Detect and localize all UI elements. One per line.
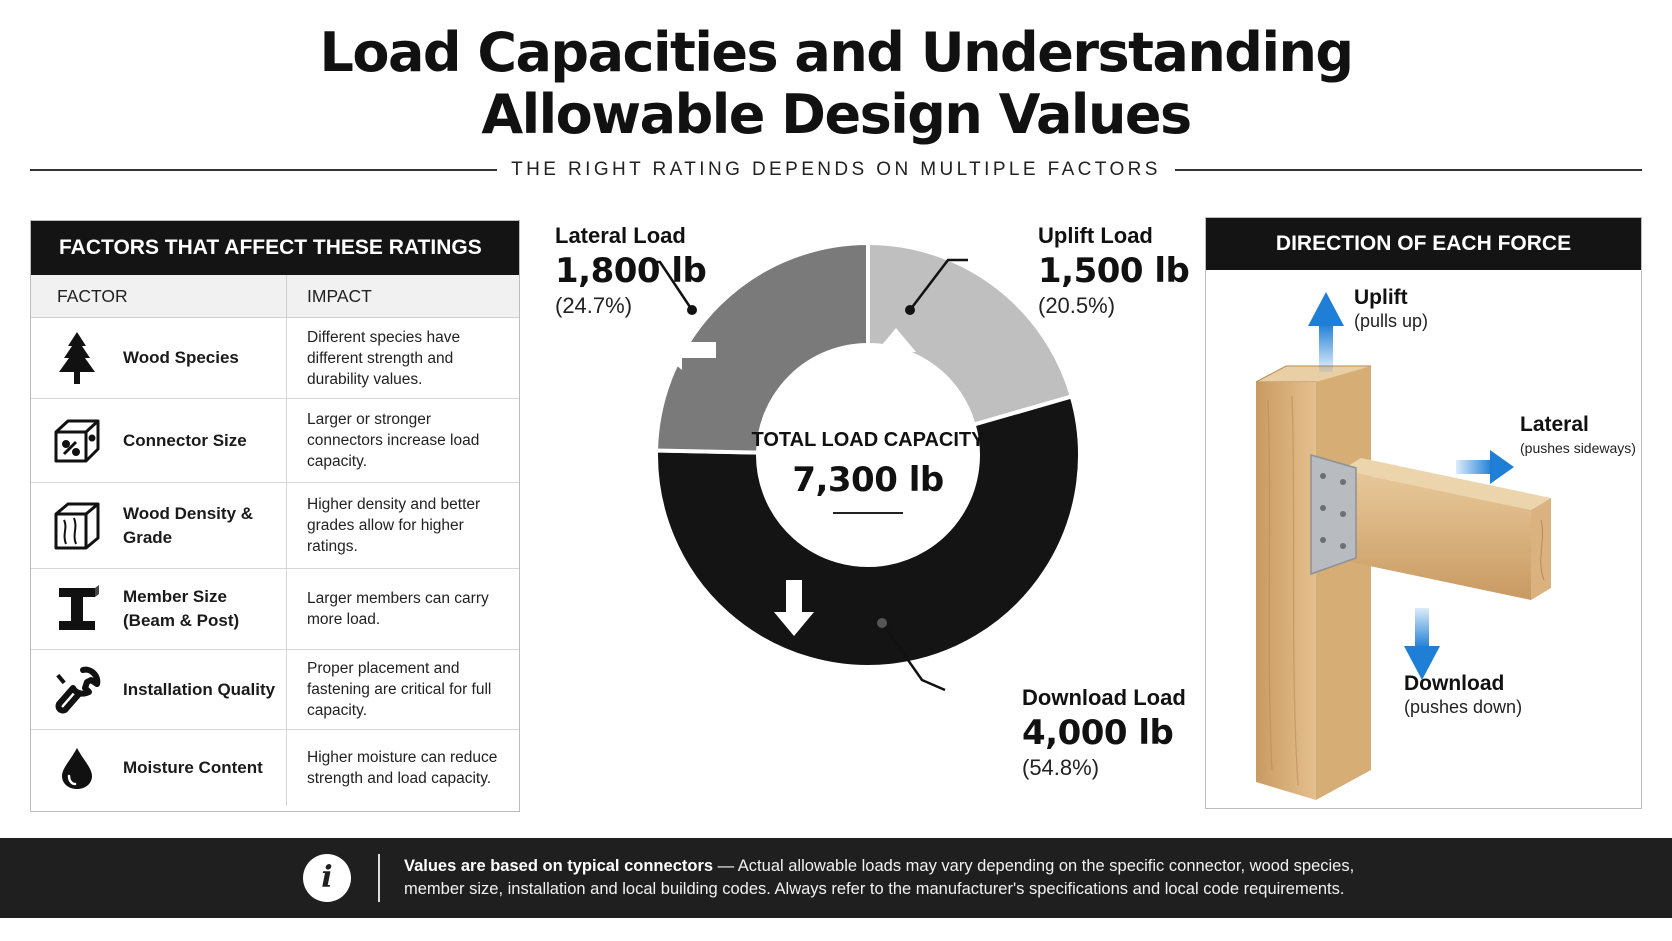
factor-name: Moisture Content	[123, 758, 263, 777]
label-download	[1022, 684, 1186, 782]
factor-impact: Higher density and better grades allow for higher ratings.	[307, 496, 481, 555]
uplift-arrow	[1308, 292, 1344, 372]
title-line-2: Allowable Design Values	[481, 83, 1191, 146]
info-icon: i	[303, 854, 351, 902]
lateral-load-name: Lateral Load	[555, 223, 686, 248]
uplift-label	[1354, 286, 1428, 332]
footer-divider	[378, 854, 380, 902]
title-line-1: Load Capacities and Understanding	[319, 21, 1353, 84]
label-uplift	[1038, 222, 1189, 320]
factor-name: Connector Size	[123, 430, 247, 450]
table-row	[31, 569, 519, 650]
water-drop-icon	[31, 730, 123, 806]
footer-note	[0, 838, 1672, 918]
total-load-title: TOTAL LOAD CAPACITY	[751, 429, 985, 451]
footer-body: — Actual allowable loads may vary depending on the specific connector, wood species, member size, installation and local building codes. Always refer to the manufacturer's specifications and local code requirements.	[404, 857, 1355, 898]
connector-cube-icon	[31, 399, 123, 482]
direction-panel	[1205, 217, 1642, 809]
table-row	[31, 730, 519, 806]
lateral-load-value: 1,800 lb	[555, 251, 707, 291]
download-load-percent: (54.8%)	[1022, 755, 1100, 780]
lateral-load-percent: (24.7%)	[555, 293, 633, 318]
factor-name: Member Size (Beam & Post)	[123, 587, 240, 630]
total-load-value: 7,300 lb	[792, 460, 944, 500]
table-row	[31, 650, 519, 730]
table-row	[31, 483, 519, 569]
subtitle-row	[30, 158, 1642, 182]
download-label	[1404, 672, 1522, 718]
footer-text	[404, 855, 1404, 901]
factors-table	[30, 220, 520, 812]
i-beam-icon	[31, 569, 123, 649]
subtitle-rule-right	[1175, 169, 1642, 171]
page-title	[0, 22, 1672, 146]
uplift-leader-dot	[905, 305, 915, 315]
download-leader-dot	[877, 618, 887, 628]
factor-name: Wood Species	[123, 348, 239, 367]
factor-name: Installation Quality	[123, 679, 276, 699]
column-factor: FACTOR	[31, 275, 287, 317]
wrench-icon	[31, 650, 123, 729]
factors-heading: FACTORS THAT AFFECT THESE RATINGS	[31, 221, 519, 275]
hanger-bracket	[1311, 455, 1356, 574]
factor-impact: Different species have different strength and durability values.	[307, 328, 461, 388]
column-impact: IMPACT	[307, 285, 372, 306]
factor-impact: Proper placement and fastening are critical for full capacity.	[307, 660, 492, 719]
footer-bold: Values are based on typical connectors	[404, 857, 714, 875]
table-row	[31, 399, 519, 483]
uplift-load-value: 1,500 lb	[1038, 251, 1190, 291]
post-left-face	[1256, 382, 1316, 800]
table-row	[31, 318, 519, 399]
download-load-value: 4,000 lb	[1022, 713, 1174, 753]
post-right-face	[1316, 366, 1371, 800]
factors-column-header	[31, 275, 519, 318]
download-name: Download	[1404, 672, 1505, 695]
download-load-name: Download Load	[1022, 685, 1186, 710]
wood-block-icon	[31, 483, 123, 568]
download-desc: (pushes down)	[1404, 697, 1523, 717]
uplift-load-name: Uplift Load	[1038, 223, 1153, 248]
subtitle: THE RIGHT RATING DEPENDS ON MULTIPLE FACTORS	[511, 159, 1161, 180]
label-lateral	[555, 222, 706, 320]
lateral-label	[1520, 413, 1636, 459]
factor-impact: Larger or stronger connectors increase load capacity.	[307, 411, 480, 470]
factor-name: Wood Density & Grade	[123, 503, 254, 547]
lateral-desc: (pushes sideways)	[1520, 440, 1636, 456]
factor-impact: Larger members can carry more load.	[307, 590, 489, 628]
factor-impact: Higher moisture can reduce strength and load capacity.	[307, 749, 498, 787]
lateral-arrow	[1456, 450, 1514, 484]
uplift-load-percent: (20.5%)	[1038, 293, 1116, 318]
subtitle-rule-left	[30, 169, 497, 171]
tree-icon	[31, 318, 123, 398]
post-beam-illustration	[1206, 270, 1642, 809]
lateral-name: Lateral	[1520, 413, 1589, 436]
load-donut-chart	[540, 210, 1200, 810]
uplift-desc: (pulls up)	[1354, 311, 1429, 331]
uplift-name: Uplift	[1354, 286, 1408, 309]
donut-center	[718, 428, 1018, 514]
total-underline	[833, 512, 903, 514]
download-arrow	[1404, 608, 1440, 680]
direction-heading: DIRECTION OF EACH FORCE	[1206, 218, 1641, 270]
